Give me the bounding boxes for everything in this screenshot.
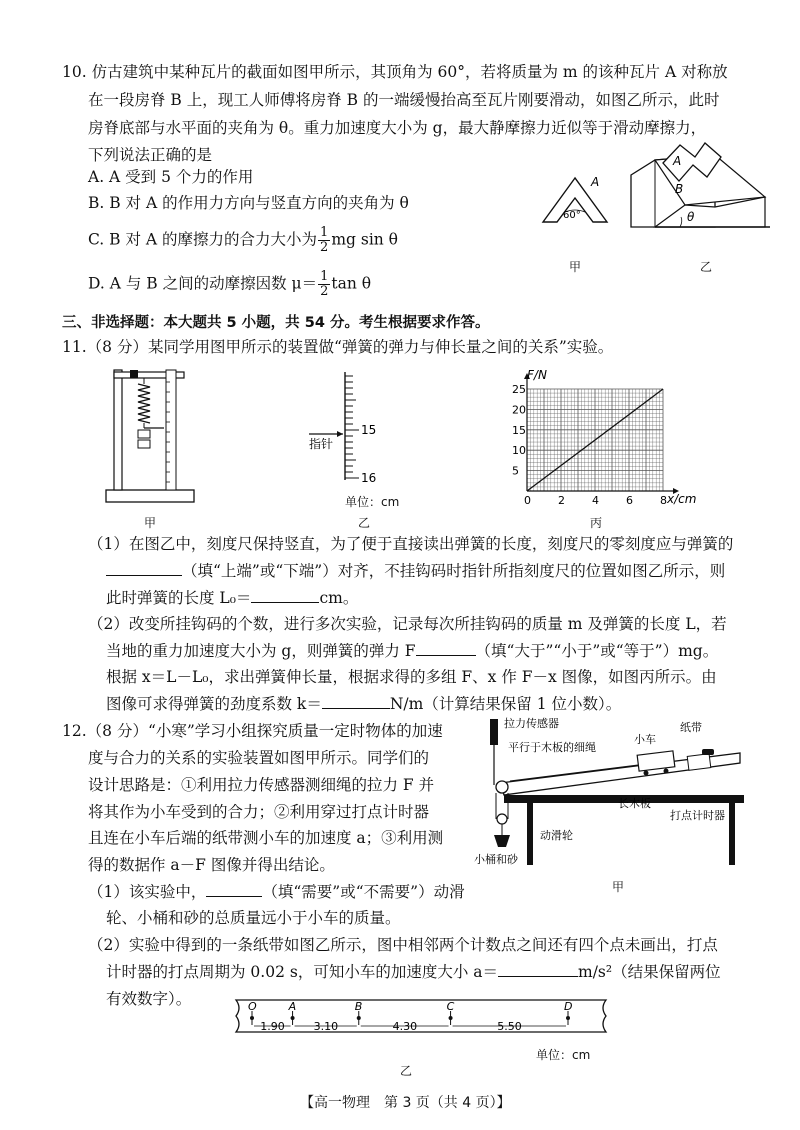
q10-line2: 在一段房脊 B 上，现工人师傅将房脊 B 的一端缓慢抬高至瓦片刚要滑动，如图乙所示，此时 [88, 91, 720, 109]
q11-chart [505, 365, 705, 515]
answer-blank[interactable] [251, 602, 319, 603]
q10-option-a: A. A 受到 5 个力的作用 [88, 168, 254, 186]
x-tick-label: 0 [524, 494, 531, 507]
svg-text:平行于木板的细绳: 平行于木板的细绳 [508, 741, 596, 754]
tape-point-label: B [354, 1000, 363, 1013]
q11-ruler-unit: 单位：cm [345, 495, 400, 509]
fraction-half: $\frac{1}{2}$ [320, 269, 329, 299]
q11-p2-line4: 图像可求得弹簧的劲度系数 k＝ N/m（计算结果保留 1 位小数）。 [106, 695, 622, 713]
q12-p1-line2: 轮、小桶和砂的总质量远小于小车的质量。 [106, 909, 401, 927]
q12-figure-jia [470, 715, 750, 875]
chart-ticks [512, 383, 667, 507]
x-tick-label: 2 [558, 494, 565, 507]
svg-text:拉力传感器: 拉力传感器 [504, 717, 559, 730]
timer-body [687, 754, 711, 771]
answer-blank[interactable] [322, 708, 390, 709]
tape-gap-label: 5.50 [497, 1020, 522, 1033]
q12-p1-line1: （1）该实验中， （填“需要”或“不需要”）动滑 [88, 883, 465, 901]
tape-gap-label: 3.10 [313, 1020, 339, 1033]
q12-p2-line3: 有效数字）。 [106, 990, 192, 1008]
angle-label: 60° [563, 210, 581, 221]
q10-option-d: D. A 与 B 之间的动摩擦因数 μ＝ $\frac{1}{2}$ tan θ [88, 269, 372, 299]
q12-p2-line2: 计时器的打点周期为 0.02 s，可知小车的加速度大小 a＝ m/s²（结果保留两位 [106, 963, 721, 981]
tape-gap-label: 1.90 [260, 1020, 285, 1033]
svg-text:小车: 小车 [634, 733, 656, 746]
pointer-label: 指针 [309, 437, 334, 451]
chart-x-label: x/cm [667, 492, 697, 506]
y-tick-label: 25 [512, 383, 526, 396]
ruler-label-16: 16 [361, 471, 377, 485]
q11-p2-line2: 当地的重力加速度大小为 g，则弹簧的弹力 F （填“大于”“小于”或“等于”）mg。 [106, 642, 719, 660]
q10-fig-yi-caption: 乙 [700, 260, 713, 274]
svg-text:动滑轮: 动滑轮 [540, 829, 573, 842]
x-tick-label: 6 [626, 494, 633, 507]
q12-line6: 得的数据作 a－F 图像并得出结论。 [88, 856, 335, 874]
bucket [494, 835, 510, 847]
q12-line5: 且连在小车后端的纸带测小车的加速度 a；③利用测 [88, 829, 444, 847]
q10-figure-yi [625, 135, 775, 250]
y-tick-label: 5 [512, 464, 519, 478]
q11-figure-jia [100, 362, 200, 512]
q11-p2-line1: （2）改变所挂钩码的个数，进行多次实验，记录每次所挂钩码的质量 m 及弹簧的长度 L，若 [88, 615, 727, 633]
tape-point-label: A [288, 1000, 297, 1013]
tape-point-label: C [446, 1000, 455, 1013]
x-tick-label: 8 [660, 494, 667, 507]
q11-intro: 11.（8 分）某同学用图甲所示的装置做“弹簧的弹力与伸长量之间的关系”实验。 [62, 338, 614, 356]
chart-y-label: F/N [527, 368, 547, 382]
q10-line1: 10. 仿古建筑中某种瓦片的截面如图甲所示，其顶角为 60°，若将质量为 m 的该种瓦片 A 对称放 [62, 63, 728, 81]
q11-figure-yi [305, 368, 395, 488]
y-tick-label: 20 [512, 403, 526, 417]
force-sensor [490, 719, 498, 745]
q11-p1-line1: （1）在图乙中，刻度尺保持竖直，为了便于直接读出弹簧的长度，刻度尺的零刻度应与弹簧的 [88, 535, 734, 553]
q10-line3: 房脊底部与水平面的夹角为 θ。重力加速度大小为 g，最大静摩擦力近似等于滑动摩擦力， [88, 119, 707, 137]
q11-fig-yi-caption: 乙 [358, 516, 371, 530]
page-footer: 【高一物理 第 3 页（共 4 页）】 [300, 1095, 511, 1111]
q12-line3: 设计思路是：①利用拉力传感器测细绳的拉力 F 并 [88, 776, 435, 794]
pulley [496, 781, 508, 793]
q12-tape-caption: 乙 [400, 1064, 413, 1078]
label-a: A [673, 154, 682, 168]
tape-point-label: O [248, 1000, 257, 1013]
q10-option-c: C. B 对 A 的摩擦力的合力大小为 $\frac{1}{2}$ mg sin θ [88, 225, 399, 255]
q12-line1: 12.（8 分）“小寒”学习小组探究质量一定时物体的加速 [62, 722, 443, 740]
answer-blank[interactable] [416, 655, 476, 656]
y-tick-label: 10 [512, 444, 526, 458]
ruler-label-15: 15 [361, 423, 377, 437]
label-b: B [675, 182, 684, 196]
q12-tape-unit: 单位：cm [536, 1048, 591, 1062]
q10-figure-jia [535, 170, 615, 250]
q11-p1-line2: （填“上端”或“下端”）对齐，不挂钩码时指针所指刻度尺的位置如图乙所示，则 [106, 561, 725, 581]
q11-p1-line3: 此时弹簧的长度 L₀＝ cm。 [106, 589, 359, 607]
q10-option-b: B. B 对 A 的作用力方向与竖直方向的夹角为 θ [88, 194, 409, 212]
q12-line4: 将其作为小车受到的合力；②利用穿过打点计时器 [88, 803, 430, 821]
tape-point-label: D [564, 1000, 573, 1013]
theta-label: θ [687, 210, 695, 224]
svg-text:纸带: 纸带 [680, 721, 702, 734]
q12-line2: 度与合力的关系的实验装置如图甲所示。同学们的 [88, 749, 430, 767]
answer-blank[interactable] [106, 575, 182, 576]
svg-text:小桶和砂: 小桶和砂 [474, 853, 518, 866]
svg-text:打点计时器: 打点计时器 [670, 809, 725, 822]
tape-gap-label: 4.30 [392, 1020, 418, 1033]
svg-text:长木板: 长木板 [618, 797, 651, 810]
x-tick-label: 4 [592, 494, 599, 507]
y-tick-label: 15 [512, 423, 526, 437]
q11-p2-line3: 根据 x＝L－L₀，求出弹簧伸长量，根据求得的多组 F、x 作 F－x 图像，如图丙所示。由 [106, 668, 717, 686]
q10-line4: 下列说法正确的是 [88, 146, 213, 164]
q12-p2-line1: （2）实验中得到的一条纸带如图乙所示，图中相邻两个计数点之间还有四个点未画出，打点 [88, 936, 718, 954]
fraction-half: $\frac{1}{2}$ [320, 225, 329, 255]
section-heading: 三、非选择题：本大题共 5 小题，共 54 分。考生根据要求作答。 [62, 315, 490, 331]
answer-blank[interactable] [498, 976, 578, 977]
q10-fig-jia-caption: 甲 [569, 260, 582, 274]
q11-fig-jia-caption: 甲 [144, 516, 157, 530]
q12-paper-tape [228, 996, 613, 1046]
answer-blank[interactable] [206, 896, 262, 897]
q12-fig-jia-caption: 甲 [612, 880, 625, 894]
q11-fig-bing-caption: 丙 [590, 516, 603, 530]
label-a: A [591, 175, 600, 189]
